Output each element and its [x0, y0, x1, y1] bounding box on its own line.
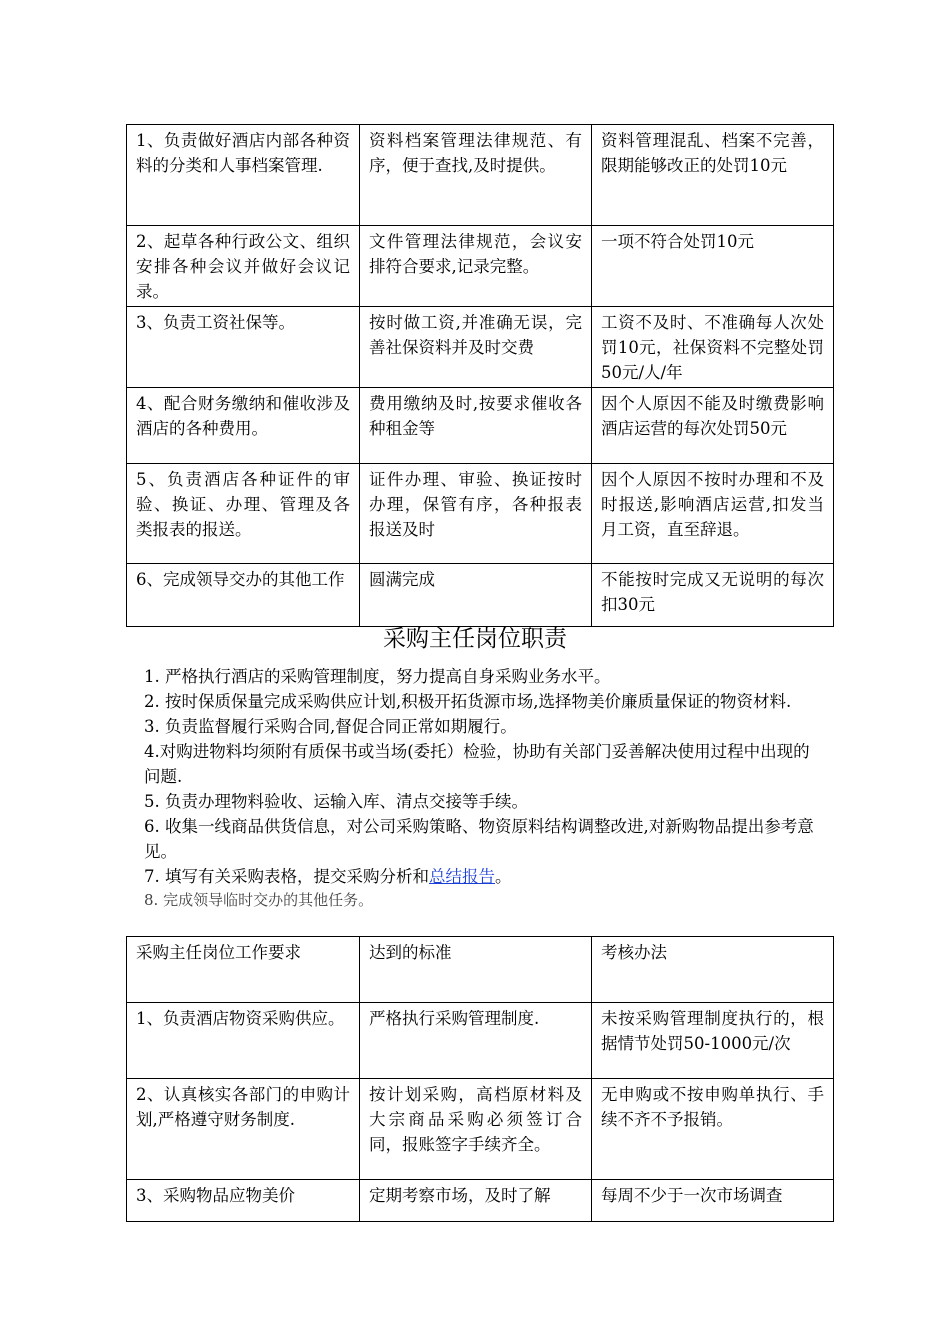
duties-list: [144, 664, 824, 911]
table-cell: 无申购或不按申购单执行、手续不齐不予报销。: [592, 1079, 834, 1180]
column-header: 达到的标准: [360, 937, 592, 1003]
table-row: [127, 564, 834, 627]
table-cell: 不能按时完成又无说明的每次扣30元: [592, 564, 834, 627]
table-cell: 2、认真核实各部门的申购计划,严格遵守财务制度.: [127, 1079, 360, 1180]
table-cell: 4、配合财务缴纳和催收涉及酒店的各种费用。: [127, 388, 360, 464]
table-cell: 1、负责酒店物资采购供应。: [127, 1003, 360, 1079]
table-cell: 因个人原因不能及时缴费影响酒店运营的每次处罚50元: [592, 388, 834, 464]
table-cell: 因个人原因不按时办理和不及时报送,影响酒店运营,扣发当月工资，直至辞退。: [592, 464, 834, 564]
table-cell: 3、采购物品应物美价: [127, 1180, 360, 1222]
list-item-text: 。: [495, 867, 512, 886]
table-cell: 5、负责酒店各种证件的审验、换证、办理、管理及各类报表的报送。: [127, 464, 360, 564]
summary-report-link[interactable]: 总结报告: [429, 867, 495, 886]
list-item: 4.对购进物料均须附有质保书或当场(委托）检验，协助有关部门妥善解决使用过程中出现的问题.: [144, 742, 810, 786]
table-cell: 1、负责做好酒店内部各种资料的分类和人事档案管理.: [127, 125, 360, 226]
table-cell: 资料管理混乱、档案不完善，限期能够改正的处罚10元: [592, 125, 834, 226]
table-cell: 资料档案管理法律规范、有序，便于查找,及时提供。: [360, 125, 592, 226]
list-item: 6. 收集一线商品供货信息，对公司采购策略、物资原料结构调整改进,对新购物品提出参考意见。: [144, 817, 814, 861]
purchasing-requirements-table: [126, 936, 834, 1222]
table-cell: 2、起草各种行政公文、组织安排各种会议并做好会议记录。: [127, 226, 360, 307]
table-row: [127, 226, 834, 307]
table-cell: 3、负责工资社保等。: [127, 307, 360, 388]
list-item: 1. 严格执行酒店的采购管理制度，努力提高自身采购业务水平。: [144, 667, 611, 686]
table-cell: 文件管理法律规范，会议安排符合要求,记录完整。: [360, 226, 592, 307]
list-item: 5. 负责办理物料验收、运输入库、清点交接等手续。: [144, 792, 528, 811]
list-item: [144, 864, 824, 889]
table-cell: 费用缴纳及时,按要求催收各种租金等: [360, 388, 592, 464]
table-row: [127, 388, 834, 464]
table-row: [127, 1079, 834, 1180]
table-header-row: [127, 937, 834, 1003]
column-header: 考核办法: [592, 937, 834, 1003]
table-row: [127, 464, 834, 564]
list-item: 8. 完成领导临时交办的其他任务。: [144, 891, 374, 909]
table-row: [127, 1180, 834, 1222]
table-cell: 6、完成领导交办的其他工作: [127, 564, 360, 627]
table-cell: 工资不及时、不准确每人次处罚10元，社保资料不完整处罚50元/人/年: [592, 307, 834, 388]
table-row: [127, 1003, 834, 1079]
table-cell: 一项不符合处罚10元: [592, 226, 834, 307]
table-cell: 圆满完成: [360, 564, 592, 627]
table-cell: 按时做工资,并准确无误，完善社保资料并及时交费: [360, 307, 592, 388]
list-item: 3. 负责监督履行采购合同,督促合同正常如期履行。: [144, 717, 517, 736]
table-row: [127, 307, 834, 388]
column-header: 采购主任岗位工作要求: [127, 937, 360, 1003]
admin-duties-table: [126, 124, 834, 627]
table-cell: 按计划采购，高档原材料及大宗商品采购必须签订合同，报账签字手续齐全。: [360, 1079, 592, 1180]
table-cell: 严格执行采购管理制度.: [360, 1003, 592, 1079]
list-item-text: 7. 填写有关采购表格，提交采购分析和: [144, 867, 429, 886]
list-item: 2. 按时保质保量完成采购供应计划,积极开拓货源市场,选择物美价廉质量保证的物资材料.: [144, 692, 792, 711]
table-row: [127, 125, 834, 226]
table-cell: 证件办理、审验、换证按时办理，保管有序，各种报表报送及时: [360, 464, 592, 564]
section-title: 采购主任岗位职责: [383, 626, 567, 652]
table-cell: 每周不少于一次市场调查: [592, 1180, 834, 1222]
table-cell: 未按采购管理制度执行的，根据情节处罚50-1000元/次: [592, 1003, 834, 1079]
table-cell: 定期考察市场，及时了解: [360, 1180, 592, 1222]
